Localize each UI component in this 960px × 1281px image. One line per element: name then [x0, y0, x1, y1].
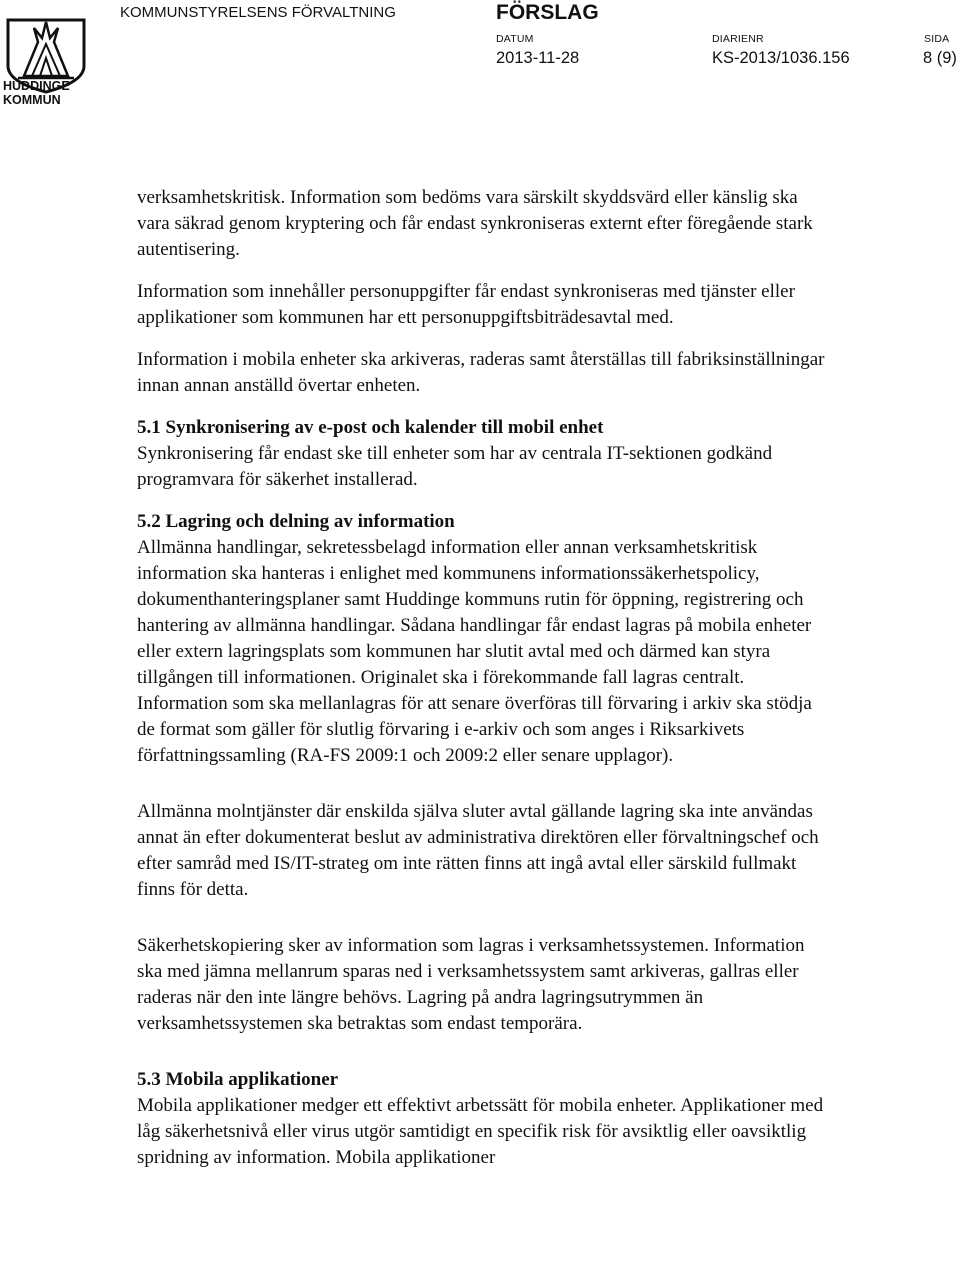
logo-line-1: HUDDINGE: [3, 79, 70, 93]
organization-name: KOMMUNSTYRELSENS FÖRVALTNING: [120, 4, 396, 21]
paragraph: Säkerhetskopiering sker av information som lagras i verksamhetssystemen. Information ska med jämna mellanrum sparas ned i verksamhetssystem samt arkiveras, gallras eller raderas när den inte längre behövs. Lagring på andra lagringsutrymmen än verksamhetssystemen ska betraktas som endast temporära.: [137, 935, 805, 1034]
paragraph: Allmänna molntjänster där enskilda själva sluter avtal gällande lagring ska inte användas annat än efter dokumenterat beslut av administrativa direktören eller förvaltningschef och efter samråd med IS/IT-strateg om inte rätten finns att ingå avtal eller särskild fullmakt finns för detta.: [137, 801, 819, 900]
section-heading-5-1: 5.1 Synkronisering av e-post och kalender till mobil enhet: [137, 417, 604, 438]
reference-label: DIARIENR: [712, 33, 764, 45]
logo-line-2: KOMMUN: [3, 93, 61, 107]
reference-value: KS-2013/1036.156: [712, 49, 850, 67]
date-value: 2013-11-28: [496, 49, 580, 67]
document-status: FÖRSLAG: [496, 1, 599, 24]
paragraph: Allmänna handlingar, sekretessbelagd information eller annan verksamhetskritisk information ska hanteras i enlighet med kommunens informationssäkerhetspolicy, dokumenthanteringsplaner samt Huddinge kommuns rutin för öppning, registrering och hantering av allmänna handlingar. Sådana handlingar får endast lagras på mobila enheter eller extern lagringsplats som kommunen har slutit avtal med och därmed kan styra tillgången till informationen. Originalet ska i förekommande fall lagras centralt. Information som ska mellanlagras för att senare överföras till förvaring i arkiv ska stödja de format som gäller för slutlig förvaring i e-arkiv och som anges i Riksarkivets författningssamling (RA-FS 2009:1 och 2009:2 eller senare upplagor).: [137, 537, 812, 766]
page-value: 8 (9): [923, 49, 957, 67]
page-label: SIDA: [924, 33, 950, 45]
paragraph: verksamhetskritisk. Information som bedöms vara särskilt skyddsvärd eller känslig ska vara säkrad genom kryptering och får endast synkroniseras externt efter föregående stark autentisering.: [137, 187, 813, 260]
paragraph: Information i mobila enheter ska arkiveras, raderas samt återställas till fabriksinställningar innan annan anställd övertar enheten.: [137, 349, 825, 396]
paragraph: Synkronisering får endast ske till enheter som har av centrala IT-sektionen godkänd programvara för säkerhet installerad.: [137, 443, 773, 490]
section-heading-5-3: 5.3 Mobila applikationer: [137, 1069, 339, 1090]
paragraph: Mobila applikationer medger ett effektivt arbetssätt för mobila enheter. Applikationer med låg säkerhetsnivå eller virus utgör samtidigt en specifik risk för avsiktlig eller oavsiktlig spridning av information. Mobila applikationer: [137, 1095, 824, 1168]
logo-wordmark: [0, 79, 92, 107]
document-body: [137, 185, 827, 1187]
paragraph: Information som innehåller personuppgifter får endast synkroniseras med tjänster eller applikationer som kommunen har ett personuppgiftsbiträdesavtal med.: [137, 281, 795, 328]
date-label: DATUM: [496, 33, 534, 45]
section-heading-5-2: 5.2 Lagring och delning av information: [137, 511, 455, 532]
